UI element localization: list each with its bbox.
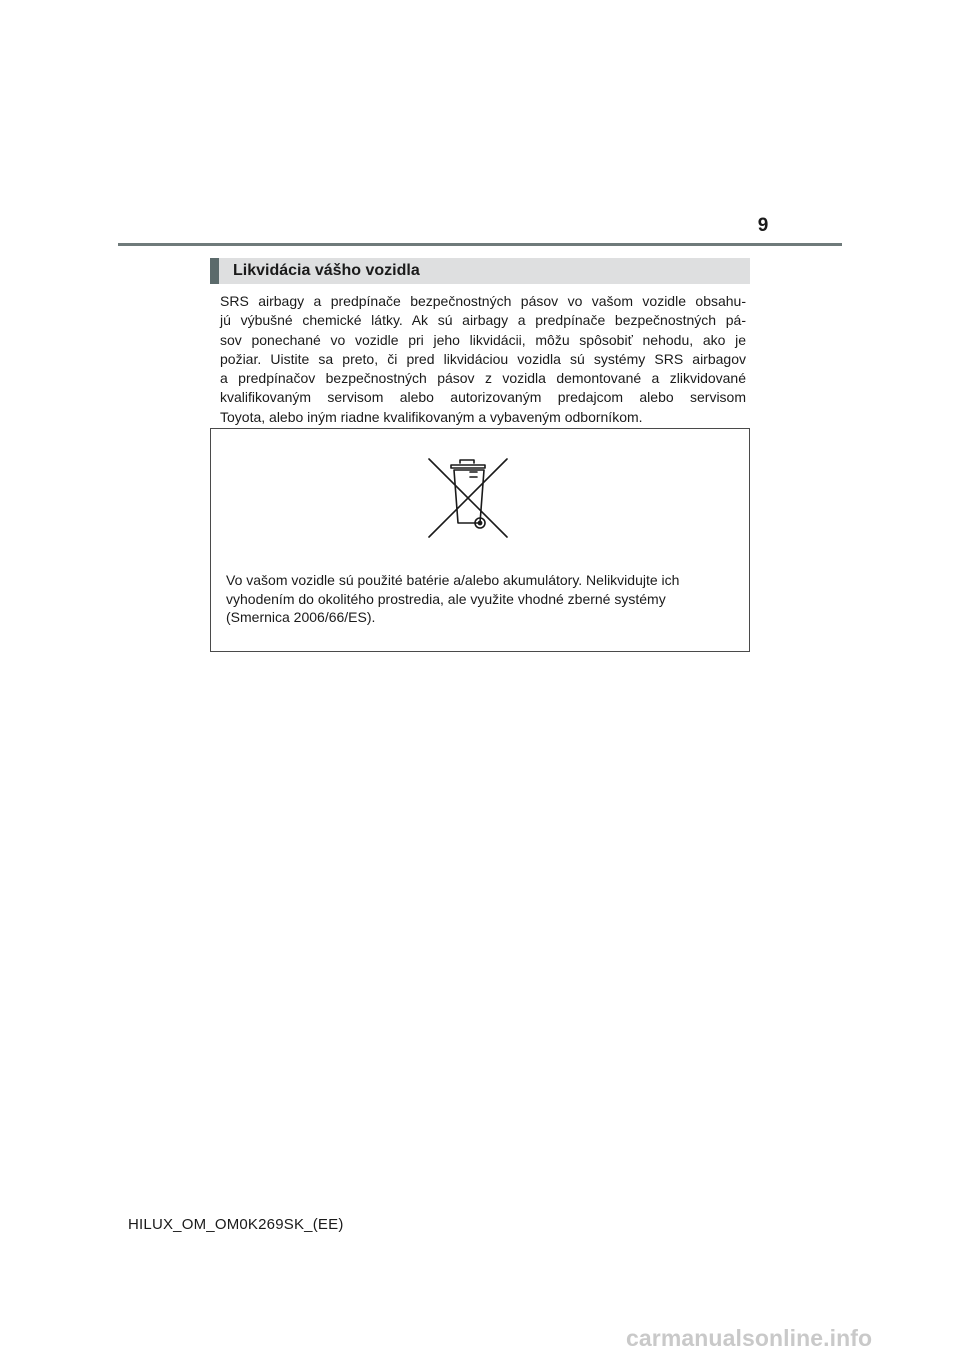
section-heading: Likvidácia vášho vozidla: [233, 262, 420, 279]
section-heading-bar: [210, 258, 750, 284]
manual-code: HILUX_OM_OM0K269SK_(EE): [128, 1216, 344, 1233]
paragraph-line: požiar. Uistite sa preto, či pred likvidáciou vozidla sú systémy SRS airbagov: [220, 350, 746, 367]
body-paragraph: [220, 292, 746, 427]
page-number: 9: [757, 215, 769, 236]
paragraph-line: SRS airbagy a predpínače bezpečnostných pásov vo vašom vozidle obsahu-: [220, 293, 746, 309]
notice-text: [226, 571, 736, 627]
notice-line: (Smernica 2006/66/ES).: [226, 609, 376, 625]
paragraph-line: kvalifikovaným servisom alebo autorizovaným predajcom alebo servisom: [220, 389, 746, 406]
paragraph-line: jú výbušné chemické látky. Ak sú airbagy a predpínače bezpečnostných pá-: [220, 312, 746, 329]
header-rule: [118, 243, 842, 246]
paragraph-line: sov ponechané vo vozidle pri jeho likvidácii, môžu spôsobiť nehodu, ako je: [220, 331, 746, 348]
paragraph-line: a predpínačov bezpečnostných pásov z vozidla demontované a zlikvidované: [220, 370, 746, 387]
paragraph-line: Toyota, alebo iným riadne kvalifikovaným a vybaveným odborníkom.: [220, 408, 643, 425]
watermark: carmanualsonline.info: [626, 1325, 873, 1351]
notice-line: vyhodením do okolitého prostredia, ale využite vhodné zberné systémy: [226, 590, 666, 607]
battery-disposal-notice: [210, 428, 750, 652]
notice-line: Vo vašom vozidle sú použité batérie a/alebo akumulátory. Nelikvidujte ich: [226, 572, 680, 588]
crossed-out-wheelie-bin-icon: [427, 457, 509, 541]
